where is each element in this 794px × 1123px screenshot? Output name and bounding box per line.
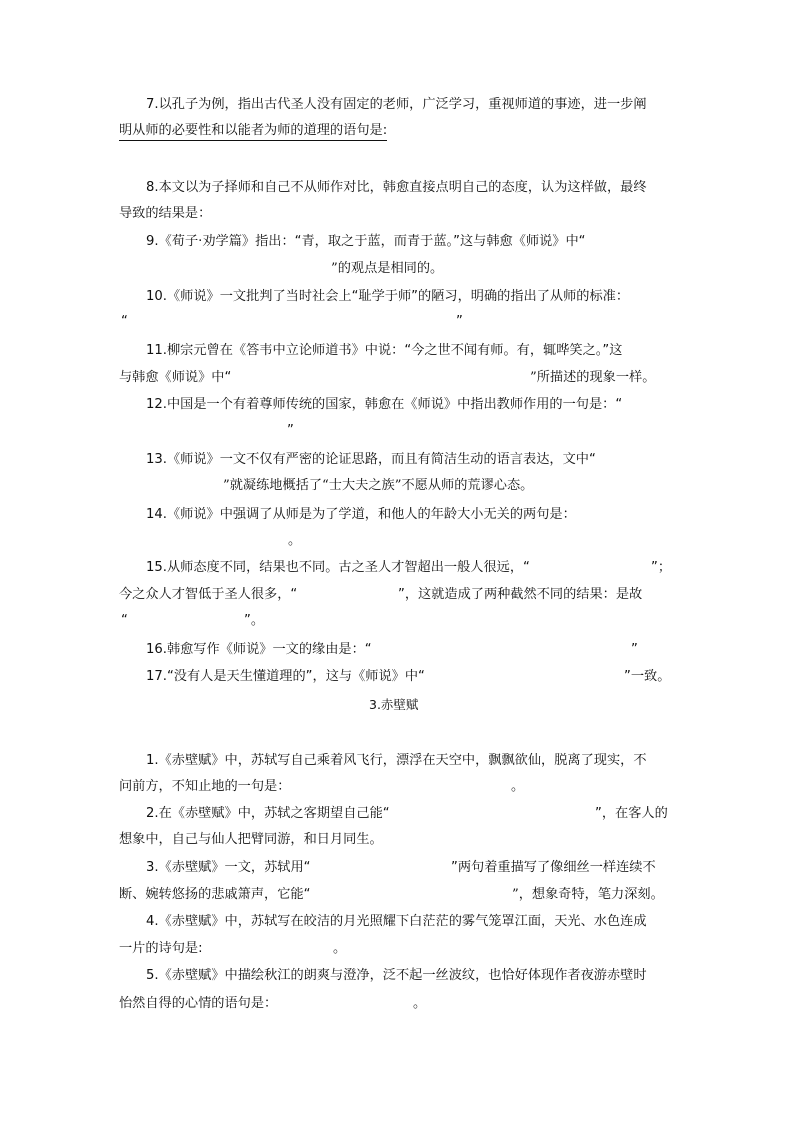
chibi-question-3-line-2: 断、婉转悠扬的悲戚箫声，它能“ [119, 887, 311, 902]
question-10-close-quote: ” [456, 314, 463, 329]
chibi-question-5-period: 。 [413, 996, 427, 1011]
chibi-question-3-line-1: 3.《赤壁赋》一文，苏轼用“ [146, 860, 311, 875]
question-14-line-1: 14.《师说》中强调了从师是为了学道，和他人的年龄大小无关的两句是： [146, 507, 576, 522]
question-11-line-1: 11.柳宗元曾在《答韦中立论师道书》中说：“今之世不闻有师。有，辄哗笑之。”这 [146, 343, 623, 358]
question-14-period: 。 [288, 533, 302, 548]
chibi-question-3-line-1-end: ”两句着重描写了像细丝一样连续不 [451, 860, 656, 875]
chibi-question-1-line-2: 问前方，不知止地的一句是： [119, 779, 291, 794]
chibi-question-2-line-1: 2.在《赤壁赋》中，苏轼之客期望自己能“ [146, 806, 390, 821]
chibi-question-5-line-2: 怡然自得的心情的语句是： [119, 996, 278, 1011]
chibi-question-4-line-2: 一片的诗句是: [119, 941, 203, 956]
question-17-line-1-end: ”一致。 [624, 669, 671, 684]
question-7-line-2: 明从师的必要性和以能者为师的道理的语句是: [119, 122, 387, 141]
chibi-question-2-line-2: 想象中，自己与仙人把臂同游，和日月同生。 [119, 832, 383, 847]
question-8-line-2: 导致的结果是： [119, 206, 212, 221]
question-11-line-2-end: ”所描述的现象一样。 [530, 370, 656, 385]
question-15-line-2: 今之众人才智低于圣人很多，“ [119, 587, 298, 602]
question-9-line-1: 9.《荀子·劝学篇》指出：“青，取之于蓝，而青于蓝。”这与韩愈《师说》中“ [146, 234, 586, 249]
chibi-question-4-line-1: 4.《赤壁赋》中，苏轼写在皎洁的月光照耀下白茫茫的雾气笼罩江面，天光、水色连成 [146, 914, 647, 929]
question-15-line-1-end: ”； [651, 560, 672, 575]
question-15-close-quote: ”。 [244, 613, 265, 628]
question-16-close-quote: ” [631, 642, 638, 657]
chibi-question-5-line-1: 5.《赤壁赋》中描绘秋江的朗爽与澄净，泛不起一丝波纹，也恰好体现作者夜游赤壁时 [146, 968, 647, 983]
question-11-line-2: 与韩愈《师说》中“ [119, 370, 232, 385]
question-12-close-quote: ” [287, 423, 294, 438]
chibi-question-2-line-1-end: ”，在客人的 [595, 806, 668, 821]
chibi-question-3-line-2-end: ”，想象奇特，笔力深刻。 [512, 887, 664, 902]
question-10-open-quote: “ [121, 314, 128, 329]
chibi-question-1-line-1: 1.《赤壁赋》中，苏轼写自己乘着风飞行，漂浮在天空中，飘飘欲仙，脱离了现实，不 [146, 753, 647, 768]
question-7-line-1: 7.以孔子为例，指出古代圣人没有固定的老师，广泛学习，重视师道的事迹，进一步阐 [146, 97, 647, 112]
chibi-question-1-period: 。 [511, 779, 525, 794]
question-16-line-1: 16.韩愈写作《师说》一文的缘由是：“ [146, 642, 372, 657]
question-13-line-2: ”就凝练地概括了“士大夫之族”不愿从师的荒谬心态。 [223, 478, 534, 493]
question-15-open-quote: “ [121, 613, 128, 628]
chibi-question-4-period: 。 [333, 941, 347, 956]
question-9-line-2: ”的观点是相同的。 [331, 261, 444, 276]
question-17-line-1: 17.“没有人是天生懂道理的”，这与《师说》中“ [146, 669, 425, 684]
question-15-line-2-end: ”，这就造成了两种截然不同的结果：是故 [398, 587, 643, 602]
question-12-line-1: 12.中国是一个有着尊师传统的国家，韩愈在《师说》中指出教师作用的一句是：“ [146, 397, 623, 412]
question-8-line-1: 8.本文以为子择师和自己不从师作对比，韩愈直接点明自己的态度，认为这样做，最终 [146, 180, 647, 195]
section-title: 3.赤壁赋 [369, 697, 419, 712]
question-13-line-1: 13.《师说》一文不仅有严密的论证思路，而且有简洁生动的语言表达，文中“ [146, 452, 596, 467]
question-15-line-1: 15.从师态度不同，结果也不同。古之圣人才智超出一般人很远，“ [146, 560, 530, 575]
question-10-line-1: 10.《师说》一文批判了当时社会上“耻学于师”的陋习，明确的指出了从师的标准： [146, 289, 630, 304]
